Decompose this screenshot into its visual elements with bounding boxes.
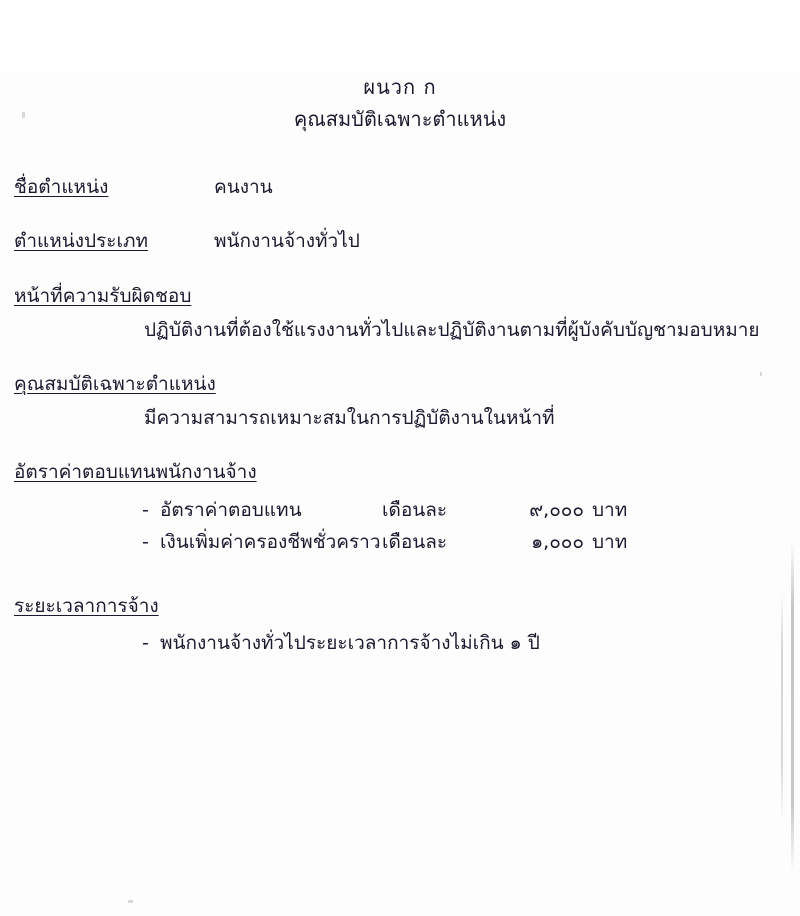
scan-edge-artifact (791, 542, 794, 872)
compensation-item-amount: ๙,๐๐๐ (529, 499, 584, 521)
section-body-responsibilities: ปฏิบัติงานที่ต้องใช้แรงงานทั่วไปและปฏิบัติงานตามที่ผู้บังคับบัญชามอบหมาย (144, 319, 760, 341)
table-row (142, 494, 780, 526)
scan-speck (22, 112, 25, 118)
list-bullet-dash: - (142, 632, 149, 654)
field-row-position-type (14, 228, 780, 254)
section-heading-employment-duration: ระยะเวลาการจ้าง (14, 595, 159, 617)
compensation-table (14, 494, 780, 558)
employment-duration-item (14, 628, 780, 658)
section-qualifications (14, 370, 780, 432)
section-responsibilities (14, 282, 780, 344)
section-compensation (14, 458, 780, 558)
compensation-item-period: เดือนละ (382, 531, 448, 553)
section-employment-duration (14, 592, 780, 658)
compensation-item-period: เดือนละ (382, 499, 448, 521)
field-row-position-name (14, 174, 780, 200)
compensation-item-amount: ๑,๐๐๐ (531, 531, 584, 553)
field-label-position-name: ชื่อตำแหน่ง (14, 176, 109, 198)
compensation-item-name: อัตราค่าตอบแทน (160, 499, 302, 521)
document-content (0, 174, 800, 658)
scan-speck (128, 900, 133, 903)
scan-speck (760, 372, 762, 376)
field-value-position-name: คนงาน (214, 176, 273, 198)
employment-duration-text: พนักงานจ้างทั่วไประยะเวลาการจ้างไม่เกิน ๑ ปี (160, 632, 540, 654)
document-page (0, 72, 800, 916)
table-row (142, 526, 780, 558)
compensation-item-unit: บาท (592, 499, 628, 521)
section-heading-qualifications: คุณสมบัติเฉพาะตำแหน่ง (14, 373, 216, 395)
document-title-block (0, 72, 800, 136)
field-label-position-type: ตำแหน่งประเภท (14, 230, 149, 252)
section-heading-responsibilities: หน้าที่ความรับผิดชอบ (14, 285, 192, 307)
scan-edge-artifact-secondary (781, 592, 783, 822)
list-bullet-dash: - (142, 531, 149, 553)
field-value-position-type: พนักงานจ้างทั่วไป (214, 230, 360, 252)
section-heading-compensation: อัตราค่าตอบแทนพนักงานจ้าง (14, 461, 257, 483)
compensation-item-unit: บาท (592, 531, 628, 553)
list-bullet-dash: - (142, 499, 149, 521)
document-title: คุณสมบัติเฉพาะตำแหน่ง (293, 107, 507, 131)
compensation-item-name: เงินเพิ่มค่าครองชีพชั่วคราว (160, 531, 381, 553)
section-body-qualifications: มีความสามารถเหมาะสมในการปฏิบัติงานในหน้าที่ (144, 407, 555, 429)
appendix-label: ผนวก ก (363, 75, 437, 99)
